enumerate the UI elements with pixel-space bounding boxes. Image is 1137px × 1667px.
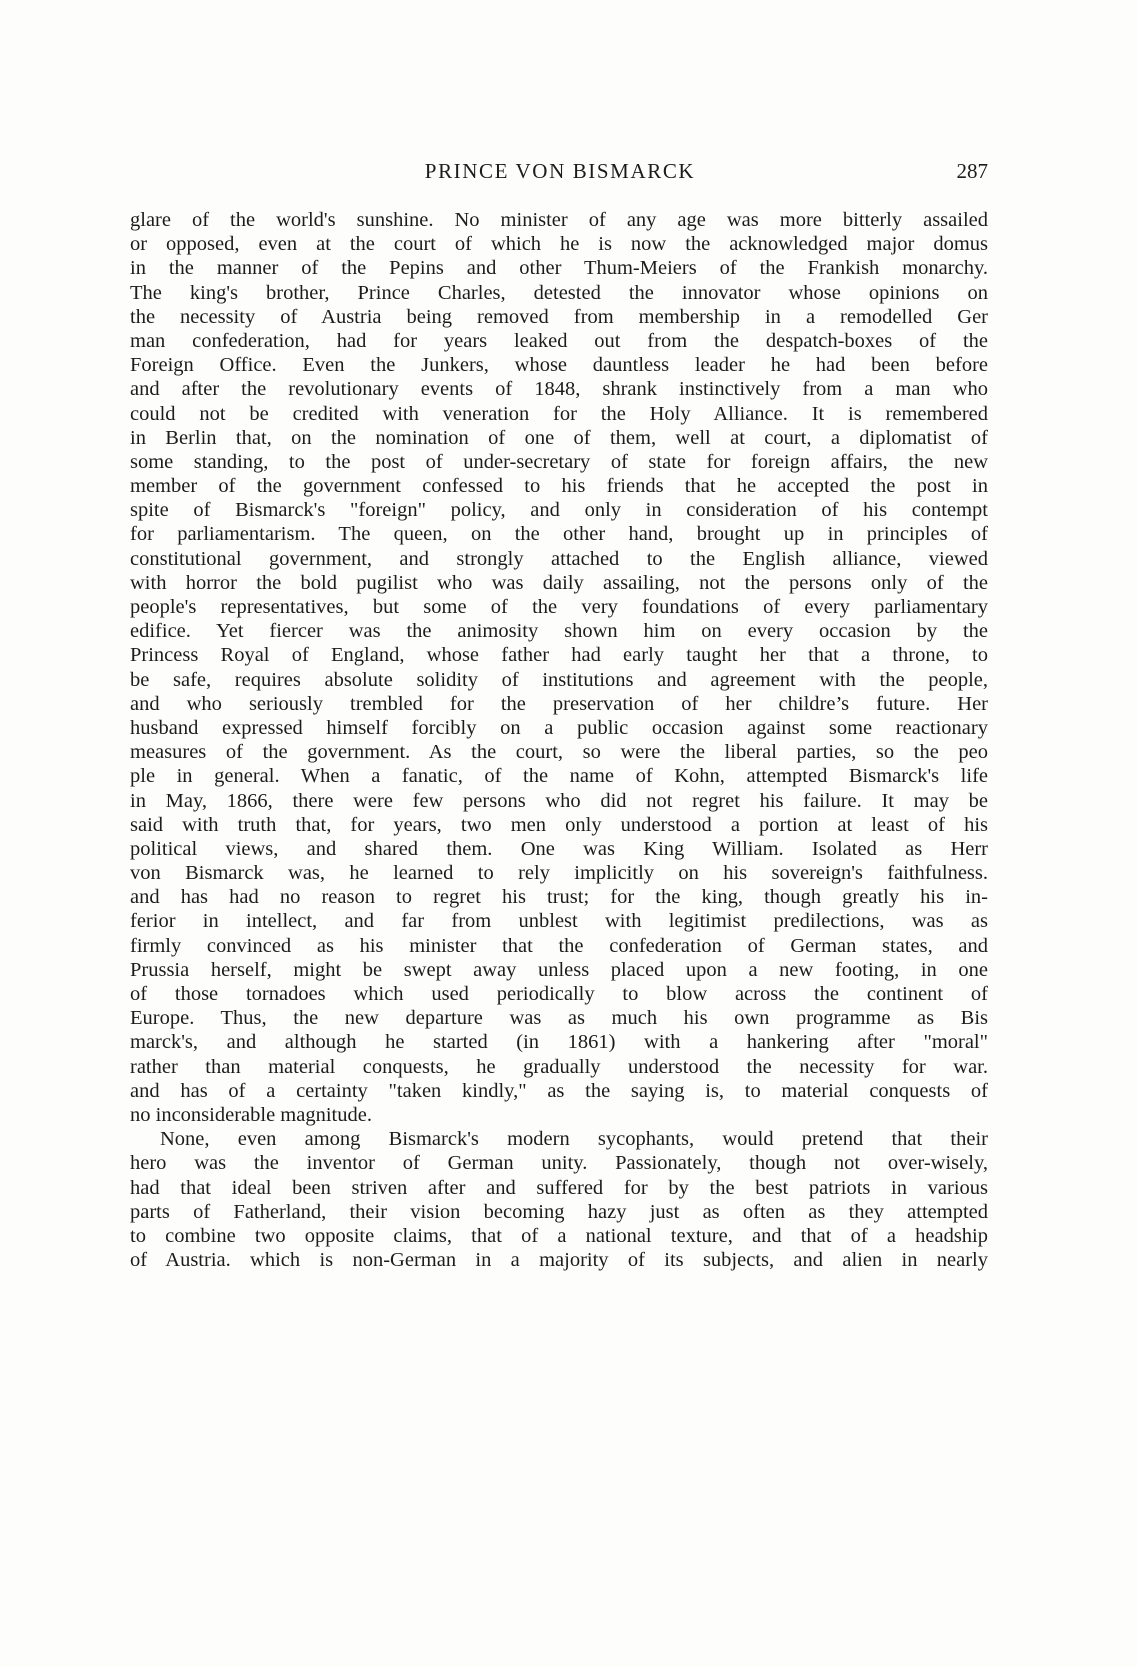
text-line: said with truth that, for years, two men only understood a portion at least of his (130, 813, 988, 836)
text-line: be safe, requires absolute solidity of institutions and agreement with the people, (130, 668, 988, 691)
text-line: spite of Bismarck's "foreign" policy, and only in consideration of his contempt (130, 499, 988, 522)
text-line: constitutional government, and strongly attached to the English alliance, viewed (130, 547, 988, 570)
text-line: member of the government confessed to his friends that he accepted the post in (130, 475, 988, 498)
text-line: ple in general. When a fanatic, of the name of Kohn, attempted Bismarck's life (130, 765, 988, 788)
text-line: ferior in intellect, and far from unblest with legitimist predilections, was as (130, 910, 988, 933)
text-line: edifice. Yet fiercer was the animosity shown him on every occasion by the (130, 620, 988, 643)
text-line: von Bismarck was, he learned to rely implicitly on his sovereign's faithfulness. (130, 862, 988, 885)
running-head (132, 156, 988, 186)
text-line: husband expressed himself forcibly on a public occasion against some reactionary (130, 716, 988, 739)
text-line: The king's brother, Prince Charles, detested the innovator whose opinions on (130, 281, 988, 304)
text-line: the necessity of Austria being removed from membership in a remodelled Ger (130, 305, 988, 328)
text-line: or opposed, even at the court of which he is now the acknowledged major domus (130, 233, 988, 256)
paragraph-2 (130, 1127, 988, 1272)
text-line: firmly convinced as his minister that the confederation of German states, and (130, 934, 988, 957)
text-line: man confederation, had for years leaked out from the despatch-boxes of the (130, 329, 988, 352)
text-line: and has had no reason to regret his trust; for the king, though greatly his in- (130, 886, 988, 909)
page-number: 287 (956, 159, 988, 183)
text-line: measures of the government. As the court, so were the liberal parties, so the peo (130, 741, 988, 764)
text-line: with horror the bold pugilist who was daily assailing, not the persons only of the (130, 571, 988, 594)
text-line: for parliamentarism. The queen, on the other hand, brought up in principles of (130, 523, 988, 546)
text-line: in Berlin that, on the nomination of one of them, well at court, a diplomatist of (130, 426, 988, 449)
text-line: Princess Royal of England, whose father had early taught her that a throne, to (130, 644, 988, 667)
text-line: no inconsiderable magnitude. (130, 1103, 372, 1126)
text-line: political views, and shared them. One was King William. Isolated as Herr (130, 837, 988, 860)
text-line: rather than material conquests, he gradually understood the necessity for war. (130, 1055, 988, 1078)
text-line: people's representatives, but some of the very foundations of every parliamentary (130, 596, 988, 618)
text-line: Europe. Thus, the new departure was as much his own programme as Bis (130, 1007, 988, 1030)
text-line: glare of the world's sunshine. No minister of any age was more bitterly assailed (130, 209, 988, 231)
text-line: and who seriously trembled for the preservation of her childre’s future. Her (130, 692, 988, 715)
text-line: parts of Fatherland, their vision becoming hazy just as often as they attempted (130, 1200, 988, 1223)
text-line: hero was the inventor of German unity. Passionately, though not over-wisely, (130, 1152, 988, 1175)
body-text (130, 208, 988, 1272)
text-line: could not be credited with veneration for the Holy Alliance. It is remembered (130, 402, 988, 425)
paragraph-1 (130, 208, 988, 1127)
text-line: of those tornadoes which used periodically to blow across the continent of (130, 983, 988, 1005)
text-line: and after the revolutionary events of 1848, shrank instinctively from a man who (130, 378, 988, 401)
text-line: in May, 1866, there were few persons who did not regret his failure. It may be (130, 789, 988, 812)
text-line: and has of a certainty "taken kindly," as the saying is, to material conquests of (130, 1079, 988, 1102)
text-line: had that ideal been striven after and suffered for by the best patriots in various (130, 1176, 988, 1199)
running-head-title: PRINCE VON BISMARCK (424, 159, 696, 183)
text-line: some standing, to the post of under-secretary of state for foreign affairs, the new (130, 450, 988, 473)
text-line: to combine two opposite claims, that of a national texture, and that of a headship (130, 1224, 988, 1247)
text-line: None, even among Bismarck's modern sycophants, would pretend that their (160, 1128, 988, 1151)
text-line: of Austria. which is non-German in a majority of its subjects, and alien in nearly (130, 1249, 988, 1272)
text-line: Foreign Office. Even the Junkers, whose dauntless leader he had been before (130, 354, 988, 377)
text-line: in the manner of the Pepins and other Thum-Meiers of the Frankish monarchy. (130, 257, 988, 280)
text-line: Prussia herself, might be swept away unless placed upon a new footing, in one (130, 958, 988, 981)
text-line: marck's, and although he started (in 1861) with a hankering after "moral" (130, 1031, 988, 1054)
